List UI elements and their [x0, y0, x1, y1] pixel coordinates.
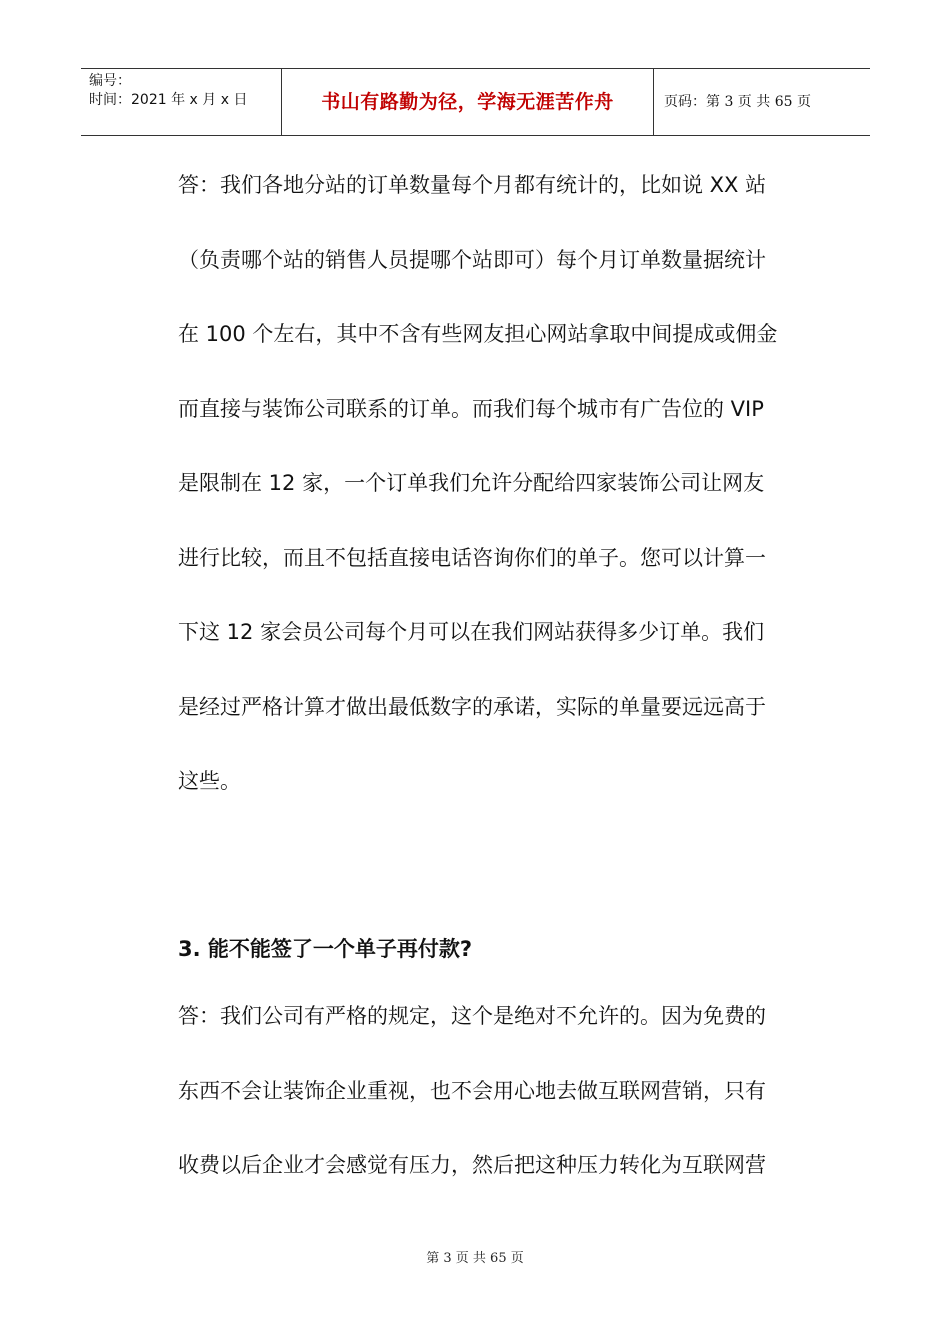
- text-line: 下这 12 家会员公司每个月可以在我们网站获得多少订单。我们: [178, 620, 765, 644]
- answer-paragraph-2: [178, 979, 818, 1203]
- text-line: 在 100 个左右，其中不含有些网友担心网站拿取中间提成或佣金: [178, 322, 778, 346]
- time-label: 时间：2021 年 x 月 x 日: [89, 92, 248, 108]
- header-motto: 书山有路勤为径，学海无涯苦作舟: [282, 69, 654, 135]
- text-line: 东西不会让装饰企业重视，也不会用心地去做互联网营销，只有: [178, 1078, 766, 1103]
- header-meta-cell: [81, 69, 282, 135]
- header-page-info: 页码：第 3 页 共 65 页: [664, 94, 811, 110]
- text-line: 是限制在 12 家，一个订单我们允许分配给四家装饰公司让网友: [178, 471, 765, 495]
- text-line: 这些。: [178, 769, 241, 793]
- text-line: 是经过严格计算才做出最低数字的承诺，实际的单量要远远高于: [178, 694, 766, 719]
- text-line: （负责哪个站的销售人员提哪个站即可）每个月订单数量据统计: [178, 247, 766, 272]
- text-line: 收费以后企业才会感觉有压力，然后把这种压力转化为互联网营: [178, 1153, 766, 1177]
- text-line: 答：我们各地分站的订单数量每个月都有统计的，比如说 XX 站: [178, 173, 767, 197]
- text-line: 而直接与装饰公司联系的订单。而我们每个城市有广告位的 VIP: [178, 396, 764, 421]
- number-label: 编号：: [89, 73, 131, 89]
- text-line: 进行比较，而且不包括直接电话咨询你们的单子。您可以计算一: [178, 545, 766, 570]
- text-line: 答：我们公司有严格的规定，这个是绝对不允许的。因为免费的: [178, 1004, 766, 1028]
- document-header: [81, 68, 870, 136]
- answer-paragraph-1: [178, 148, 818, 819]
- page-footer: 第 3 页 共 65 页: [426, 1251, 524, 1266]
- section-heading: 3. 能不能签了一个单子再付款?: [178, 937, 473, 961]
